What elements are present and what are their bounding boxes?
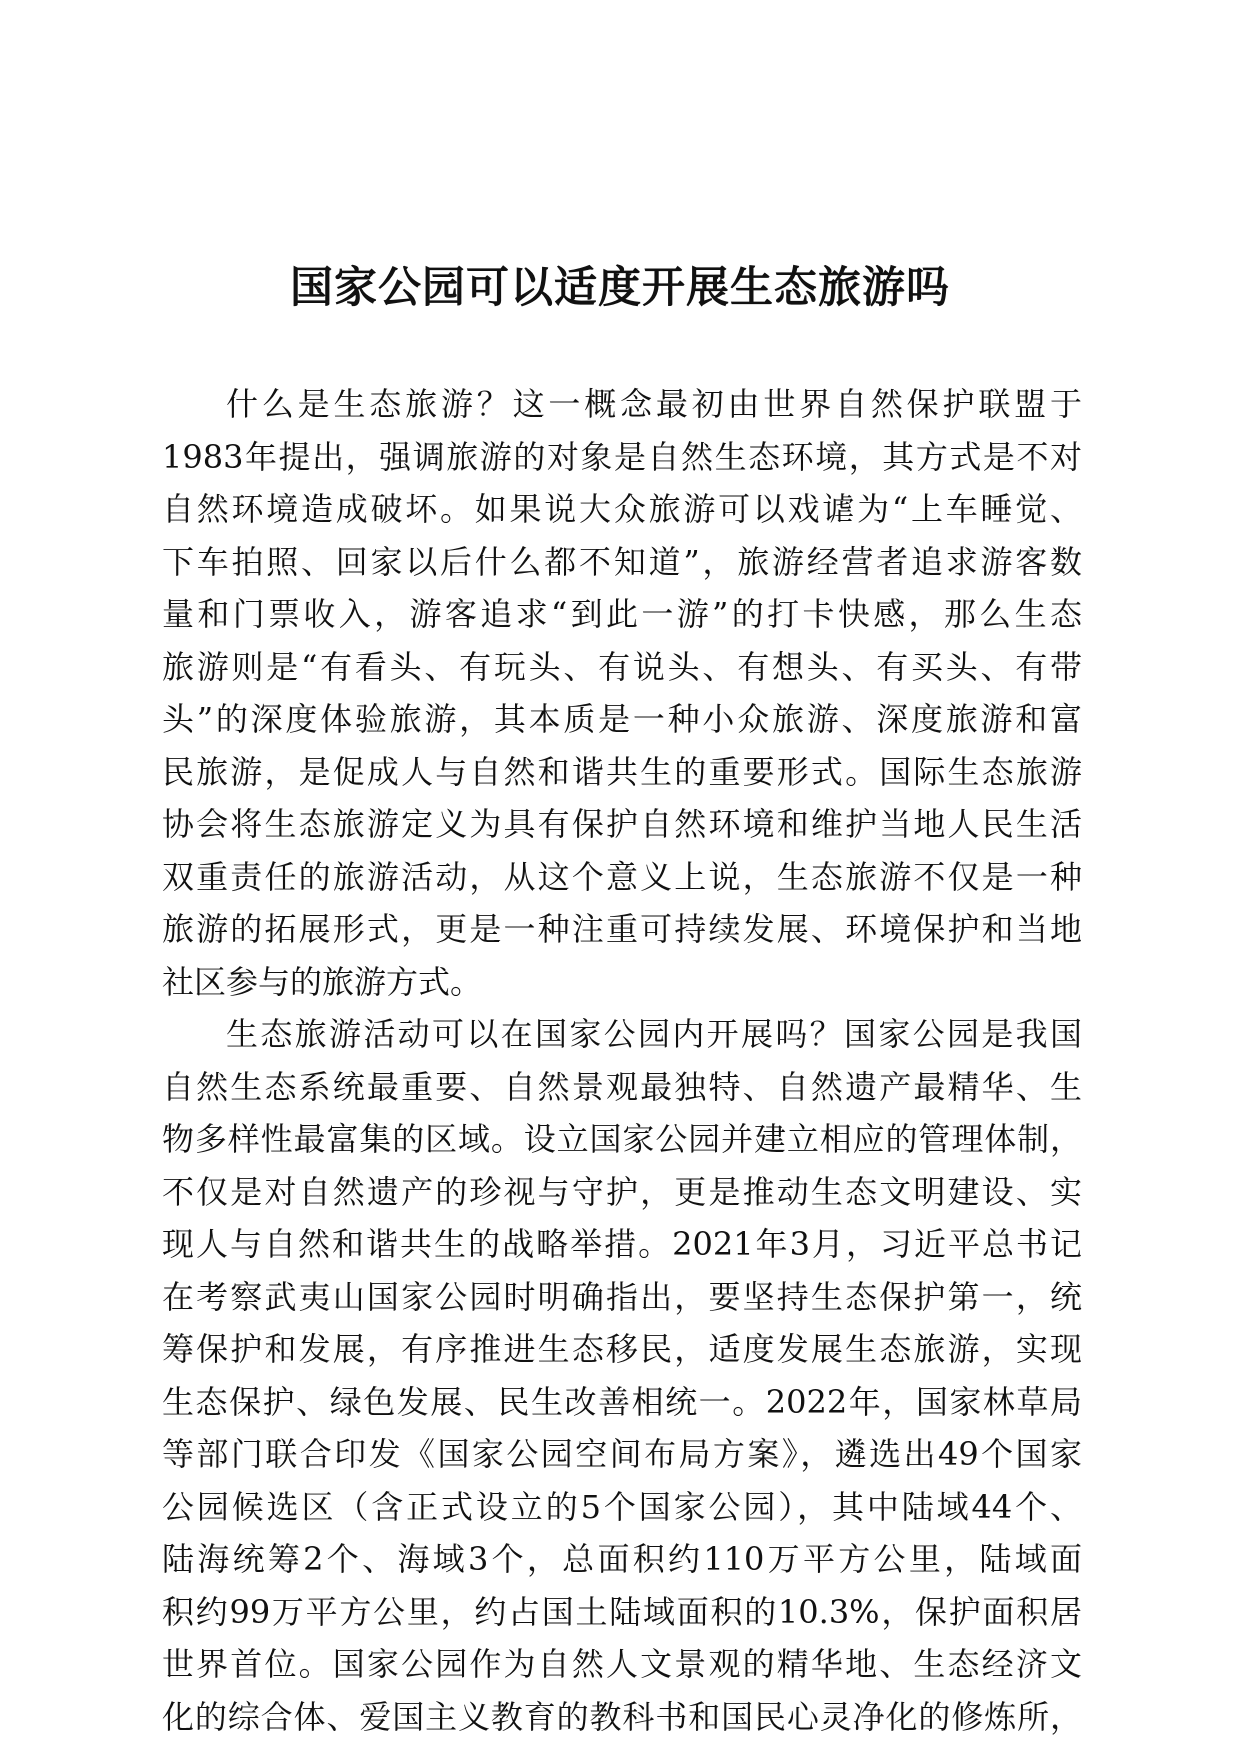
body-text-line: 头”的深度体验旅游，其本质是一种小众旅游、深度旅游和富 xyxy=(162,700,1082,738)
body-text-line: 筹保护和发展，有序推进生态移民，适度发展生态旅游，实现 xyxy=(162,1330,1082,1368)
body-text-line: 化的综合体、爱国主义教育的教科书和国民心灵净化的修炼所， xyxy=(162,1697,1082,1736)
body-text-line: 下车拍照、回家以后什么都不知道”，旅游经营者追求游客数 xyxy=(162,542,1082,581)
body-text-line: 自然环境造成破坏。如果说大众旅游可以戏谑为“上车睡觉、 xyxy=(162,490,1082,528)
body-text-line: 双重责任的旅游活动，从这个意义上说，生态旅游不仅是一种 xyxy=(162,857,1082,896)
body-text-line: 生态保护、绿色发展、民生改善相统一。2022年，国家林草局 xyxy=(162,1382,1082,1421)
body-text-line: 量和门票收入，游客追求“到此一游”的打卡快感，那么生态 xyxy=(162,595,1082,633)
body-text-line: 协会将生态旅游定义为具有保护自然环境和维护当地人民生活 xyxy=(162,805,1082,843)
body-text-line: 等部门联合印发《国家公园空间布局方案》，遴选出49个国家 xyxy=(162,1435,1082,1473)
body-text-line: 民旅游，是促成人与自然和谐共生的重要形式。国际生态旅游 xyxy=(162,752,1082,791)
body-text-line: 公园候选区（含正式设立的5个国家公园），其中陆域44个、 xyxy=(162,1487,1082,1526)
body-text-line: 社区参与的旅游方式。 xyxy=(162,962,483,1001)
body-text-line: 现人与自然和谐共生的战略举措。2021年3月，习近平总书记 xyxy=(162,1225,1082,1263)
document-body xyxy=(162,378,1082,1743)
body-text-line: 1983年提出，强调旅游的对象是自然生态环境，其方式是不对 xyxy=(162,437,1082,476)
body-text-line: 积约99万平方公里，约占国土陆域面积的10.3%，保护面积居 xyxy=(162,1592,1082,1631)
body-text-line: 物多样性最富集的区域。设立国家公园并建立相应的管理体制， xyxy=(162,1120,1082,1158)
body-text-line: 不仅是对自然遗产的珍视与守护，更是推动生态文明建设、实 xyxy=(162,1172,1082,1211)
body-text-line: 陆海统筹2个、海域3个，总面积约110万平方公里，陆域面 xyxy=(162,1540,1082,1578)
document-title: 国家公园可以适度开展生态旅游吗 xyxy=(290,263,950,313)
body-text-line: 旅游的拓展形式，更是一种注重可持续发展、环境保护和当地 xyxy=(162,910,1082,948)
body-text-line: 自然生态系统最重要、自然景观最独特、自然遗产最精华、生 xyxy=(162,1067,1082,1106)
body-text-line: 在考察武夷山国家公园时明确指出，要坚持生态保护第一，统 xyxy=(162,1277,1082,1316)
body-text-line: 生态旅游活动可以在国家公园内开展吗？国家公园是我国 xyxy=(226,1015,1082,1053)
body-text-line: 世界首位。国家公园作为自然人文景观的精华地、生态经济文 xyxy=(162,1645,1082,1683)
body-text-line: 什么是生态旅游？这一概念最初由世界自然保护联盟于 xyxy=(226,385,1082,423)
body-text-line: 旅游则是“有看头、有玩头、有说头、有想头、有买头、有带 xyxy=(162,647,1082,686)
